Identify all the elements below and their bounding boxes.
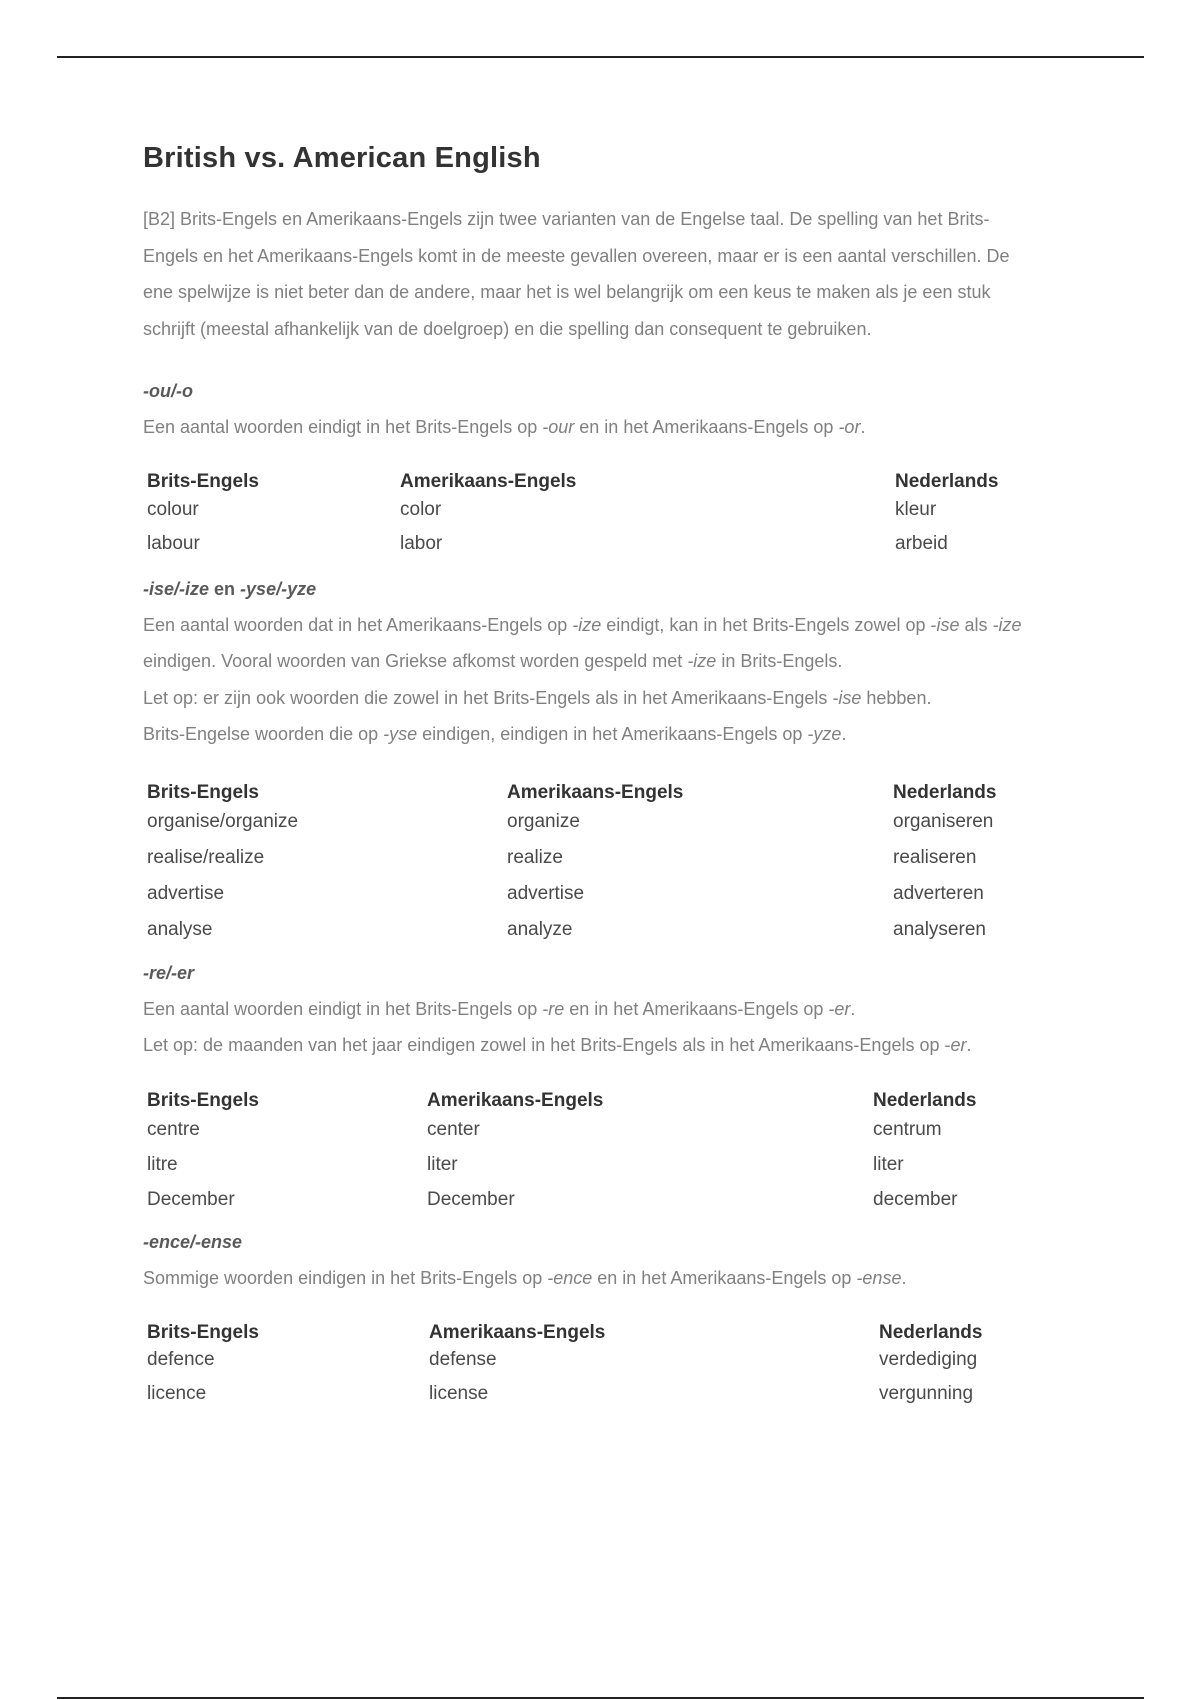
cell-nederlands: centrum	[873, 1118, 942, 1140]
cell-nederlands: arbeid	[895, 532, 948, 554]
cell-amerikaans: labor	[400, 532, 443, 554]
table-header-row	[143, 775, 996, 811]
table-row	[143, 533, 998, 567]
header-nederlands: Nederlands	[893, 781, 997, 803]
table-row	[143, 1383, 982, 1417]
header-amerikaans: Amerikaans-Engels	[507, 781, 684, 803]
table-row	[143, 1189, 976, 1224]
section-re-er	[143, 955, 1043, 1224]
cell-brits: analyse	[147, 918, 213, 940]
header-amerikaans: Amerikaans-Engels	[429, 1321, 606, 1343]
cell-nederlands: december	[873, 1188, 958, 1210]
page-title: British vs. American English	[143, 142, 541, 174]
section-title: -ise/-ize en -yse/-yze	[143, 578, 317, 599]
cell-amerikaans: license	[429, 1383, 489, 1404]
section-paragraph: Let op: er zijn ook woorden die zowel in het Brits-Engels als in het Amerikaans-Engels -ise hebben.	[143, 687, 932, 708]
table-header-row	[143, 1084, 976, 1119]
cell-brits: organise/organize	[147, 810, 299, 832]
section-title: -ou/-o	[143, 381, 193, 401]
header-brits: Brits-Engels	[147, 1090, 259, 1111]
comparison-table	[143, 465, 998, 567]
cell-amerikaans: liter	[427, 1153, 458, 1175]
cell-amerikaans: color	[400, 498, 442, 520]
cell-nederlands: adverteren	[893, 882, 984, 904]
table-row	[143, 1119, 976, 1154]
cell-amerikaans: defense	[429, 1349, 497, 1370]
cell-amerikaans: organize	[507, 810, 580, 832]
cell-amerikaans: advertise	[507, 882, 585, 904]
cell-nederlands: kleur	[895, 498, 937, 520]
section-paragraph: Sommige woorden eindigen in het Brits-Engels op -ence en in het Amerikaans-Engels op -ense.	[143, 1267, 907, 1288]
cell-nederlands: vergunning	[879, 1383, 974, 1404]
cell-nederlands: analyseren	[893, 918, 986, 940]
cell-amerikaans: realize	[507, 846, 563, 868]
cell-nederlands: realiseren	[893, 846, 977, 868]
cell-amerikaans: December	[427, 1188, 515, 1210]
table-row	[143, 1154, 976, 1189]
comparison-table	[143, 1316, 982, 1417]
section-paragraph: Een aantal woorden eindigt in het Brits-Engels op -our en in het Amerikaans-Engels op -or.	[143, 417, 866, 437]
section-paragraph: Een aantal woorden eindigt in het Brits-Engels op -re en in het Amerikaans-Engels op -er.	[143, 998, 856, 1019]
cell-brits: centre	[147, 1118, 200, 1140]
table-row	[143, 1349, 982, 1383]
cell-brits: advertise	[147, 882, 225, 904]
table-row	[143, 811, 996, 847]
comparison-table	[143, 775, 996, 955]
section-ence-ense	[143, 1224, 1043, 1418]
bottom-rule	[57, 1697, 1144, 1699]
cell-brits: defence	[147, 1349, 215, 1370]
document-body	[143, 142, 1043, 1417]
header-amerikaans: Amerikaans-Engels	[427, 1090, 604, 1111]
section-paragraph: Brits-Engelse woorden die op -yse eindigen, eindigen in het Amerikaans-Engels op -yze.	[143, 724, 847, 744]
section-paragraph: Let op: de maanden van het jaar eindigen zowel in het Brits-Engels als in het Amerikaans-Engels op -er.	[143, 1035, 972, 1055]
header-amerikaans: Amerikaans-Engels	[400, 470, 577, 492]
cell-brits: labour	[147, 532, 200, 554]
section-ise-ize	[143, 571, 1043, 955]
cell-amerikaans: center	[427, 1118, 480, 1140]
table-row	[143, 847, 996, 883]
table-header-row	[143, 1316, 982, 1349]
header-brits: Brits-Engels	[147, 781, 259, 803]
cell-brits: licence	[147, 1383, 207, 1404]
intro-paragraph: [B2] Brits-Engels en Amerikaans-Engels zijn twee varianten van de Engelse taal. De spelling van het Brits-Engels en het Amerikaans-Engels komt in de meeste gevallen overeen, maar er is een aantal verschillen. De ene spelwijze is niet beter dan de andere, maar het is wel belangrijk om een keus te maken als je een stuk schrijft (meestal afhankelijk van de doelgroep) en die spelling dan consequent te gebruiken.	[143, 209, 1010, 339]
cell-brits: litre	[147, 1153, 178, 1175]
header-nederlands: Nederlands	[879, 1321, 983, 1343]
comparison-table	[143, 1084, 976, 1224]
table-row	[143, 499, 998, 533]
header-nederlands: Nederlands	[873, 1090, 977, 1111]
cell-brits: colour	[147, 498, 199, 520]
table-header-row	[143, 465, 998, 499]
header-nederlands: Nederlands	[895, 470, 999, 492]
section-title: -re/-er	[143, 962, 195, 983]
section-paragraph: Een aantal woorden dat in het Amerikaans-Engels op -ize eindigt, kan in het Brits-Engels zowel op -ise als -ize eindigen. Vooral woorden van Griekse afkomst worden gespeld met -ize in Brits-Engels.	[143, 614, 1022, 671]
table-row	[143, 919, 996, 955]
cell-brits: December	[147, 1188, 235, 1210]
cell-amerikaans: analyze	[507, 918, 573, 940]
cell-nederlands: organiseren	[893, 810, 994, 832]
cell-nederlands: verdediging	[879, 1349, 978, 1370]
cell-nederlands: liter	[873, 1153, 904, 1175]
cell-brits: realise/realize	[147, 846, 265, 868]
section-title: -ence/-ense	[143, 1231, 243, 1252]
top-rule	[57, 56, 1144, 58]
section-ou-o	[143, 373, 1043, 567]
header-brits: Brits-Engels	[147, 470, 259, 492]
header-brits: Brits-Engels	[147, 1321, 259, 1343]
table-row	[143, 883, 996, 919]
